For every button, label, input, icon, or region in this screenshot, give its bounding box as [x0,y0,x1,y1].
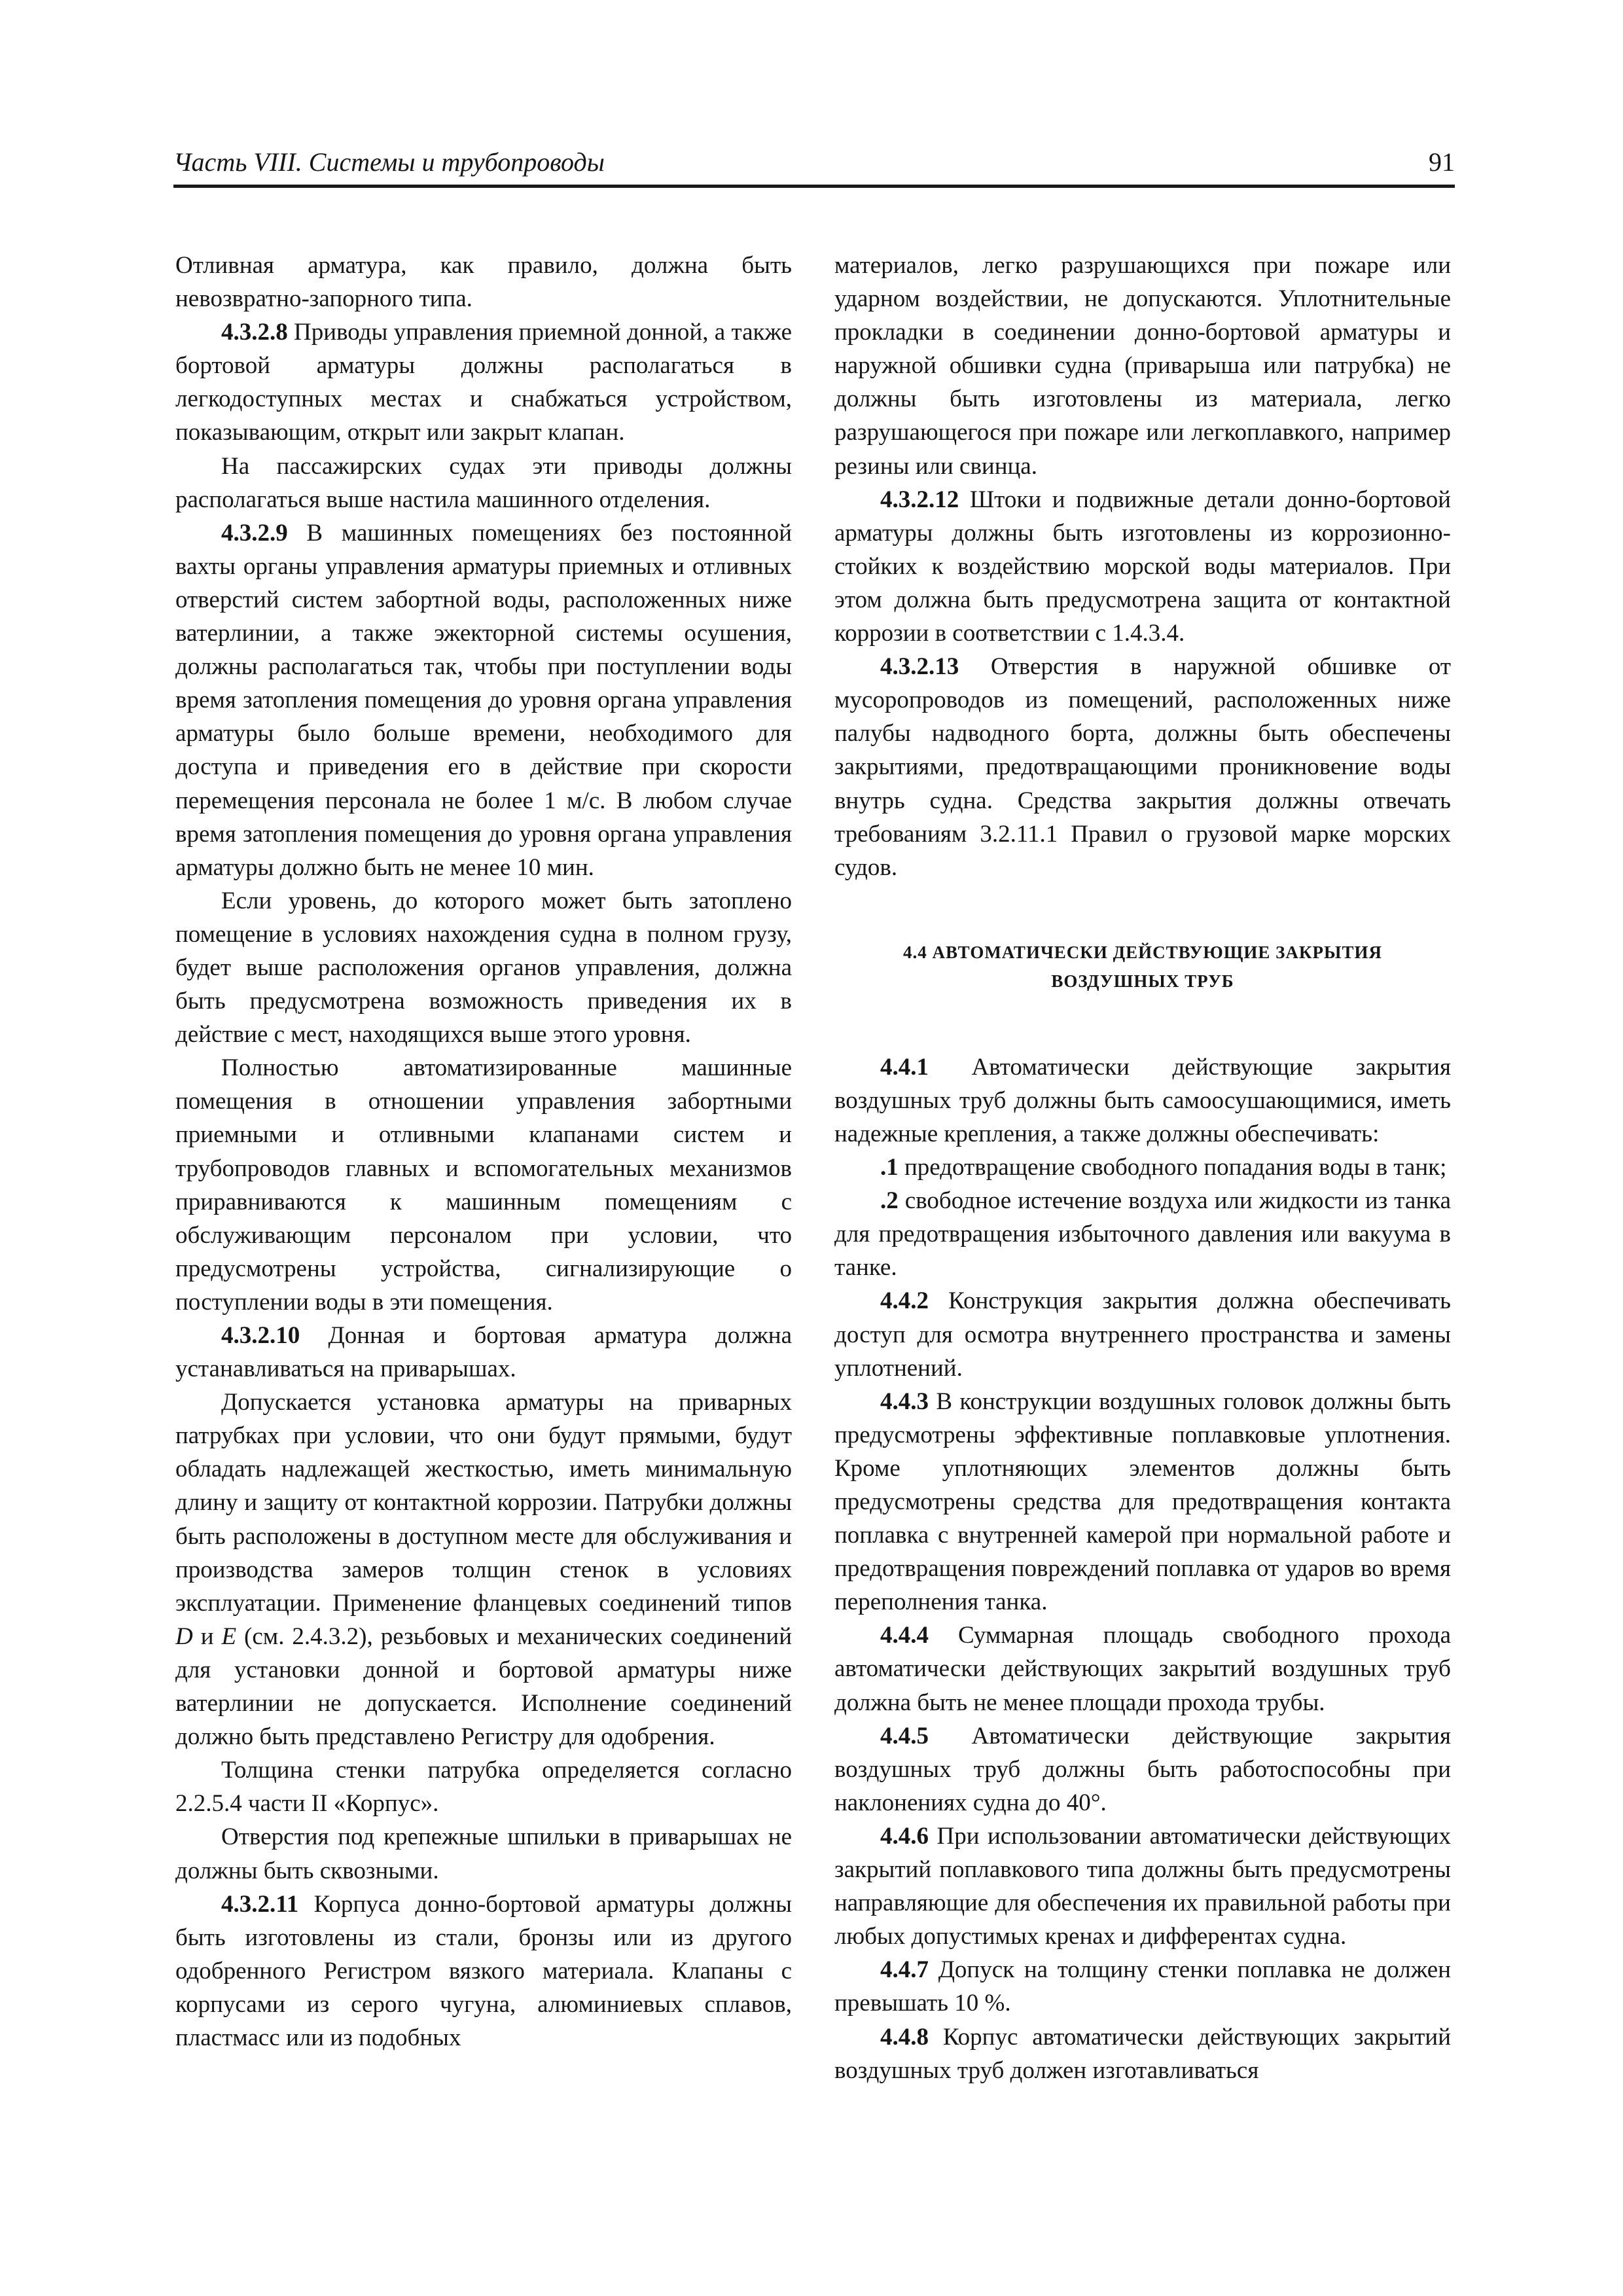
paragraph-4-4-3: 4.4.3 В конструкции воздушных головок должны быть предусмотрены эффективные поплавковые уплотнения. Кроме уплотняющих элементов должны быть предусмотрены средства для предотвращения контакта поплавка с внутренней камерой при нормальной работе и предотвращения повреждений поплавка от ударов во время переполнения танка. [834,1388,1451,1616]
paragraph-4-4-8: 4.4.8 Корпус автоматически действующих закрытий воздушных труб должен изготавливаться [834,2023,1451,2084]
paragraph-4-4-5: 4.4.5 Автоматически действующие закрытия воздушных труб должны быть работоспособны при наклонениях судна до 40°. [834,1722,1451,1816]
clause-number: 4.4.5 [880,1722,929,1749]
clause-number: 4.4.7 [880,1956,929,1984]
paragraph-4-3-2-10: 4.3.2.10 Донная и бортовая арматура должна устанавливаться на приварышах. [175,1322,792,1383]
paragraph-4-3-2-9: 4.3.2.9 В машинных помещениях без постоянной вахты органы управления арматуры приемных и отливных отверстий систем забортной воды, расположенных ниже ватерлинии, а также эжекторной системы осушения, должны располагаться так, чтобы при поступлении воды время затопления помещения до уровня органа управления арматуры было больше времени, необходимого для доступа и приведения его в действие при скорости перемещения персонала не более 1 м/с. В любом случае время затопления помещения до уровня органа управления арматуры должно быть не менее 10 мин. [175,519,792,881]
clause-number: 4.3.2.12 [880,486,959,513]
clause-number: 4.3.2.9 [221,519,288,547]
clause-number: 4.4.2 [880,1287,929,1315]
paragraph: Если уровень, до которого может быть затоплено помещение в условиях нахождения судна в полном грузу, будет выше расположения органов управления, должна быть предусмотрена возможность приведения их в действие с мест, находящихся выше этого уровня. [175,887,792,1049]
clause-number: 4.4.3 [880,1388,929,1415]
section-heading-line: 4.4 АВТОМАТИЧЕСКИ ДЕЙСТВУЮЩИЕ ЗАКРЫТИЯ [903,942,1382,962]
paragraph-4-3-2-8: 4.3.2.8 Приводы управления приемной донной, а также бортовой арматуры должны располагаться в легкодоступных местах и снабжаться устройством, показывающим, открыт или закрыт клапан. [175,319,792,446]
clause-number: 4.4.4 [880,1622,929,1649]
section-heading-line: ВОЗДУШНЫХ ТРУБ [1051,971,1234,991]
paragraph-4-3-2-12: 4.3.2.12 Штоки и подвижные детали донно-бортовой арматуры должны быть изготовлены из коррозионно-стойких к воздействию морской воды материалов. При этом должна быть предусмотрена защита от контактной коррозии в соответствии с 1.4.3.4. [834,486,1451,647]
running-title: Часть VIII. Системы и трубопроводы [173,147,605,177]
paragraph: материалов, легко разрушающихся при пожаре или ударном воздействии, не допускаются. Уплотнительные прокладки в соединении донно-бортовой арматуры и наружной обшивки судна (приварыша или патрубка) не должны быть изготовлены из материала, легко разрушающегося при пожаре или легкоплавкого, например резины или свинца. [834,252,1451,480]
paragraph-4-4-1: 4.4.1 Автоматически действующие закрытия воздушных труб должны быть самоосушающимися, иметь надежные крепления, а также должны обеспечивать: [834,1053,1451,1147]
list-item-1: .1 предотвращение свободного попадания воды в танк; [880,1154,1447,1181]
list-item-2: .2 свободное истечение воздуха или жидкости из танка для предотвращения избыточного давления или вакуума в танке. [834,1187,1451,1282]
paragraph-4-4-7: 4.4.7 Допуск на толщину стенки поплавка не должен превышать 10 %. [834,1956,1451,2017]
clause-number: 4.3.2.11 [221,1890,299,1918]
section-heading-4-4 [834,938,1451,996]
paragraph: Толщина стенки патрубка определяется согласно 2.2.5.4 части II «Корпус». [175,1757,792,1818]
item-number: .1 [880,1154,899,1181]
clause-number: 4.3.2.13 [880,653,959,681]
clause-number: 4.3.2.10 [221,1322,300,1349]
right-column [834,249,1451,2094]
page-number: 91 [1429,147,1455,177]
item-number: .2 [880,1187,899,1215]
paragraph: Отливная арматура, как правило, должна быть невозвратно-запорного типа. [175,252,792,313]
paragraph: Полностью автоматизированные машинные помещения в отношении управления забортными приемными и отливными клапанами систем и трубопроводов главных и вспомогательных механизмов приравниваются к машинным помещениям с обслуживающим персоналом при условии, что предусмотрены устройства, сигнализирующие о поступлении воды в эти помещения. [175,1054,792,1316]
clause-number: 4.3.2.8 [221,319,288,346]
paragraph-4-3-2-13: 4.3.2.13 Отверстия в наружной обшивке от мусоропроводов из помещений, расположенных ниже палубы надводного борта, должны быть обеспечены закрытиями, предотвращающими проникновение воды внутрь судна. Средства закрытия должны отвечать требованиям 3.2.11.1 Правил о грузовой марке морских судов. [834,653,1451,881]
clause-number: 4.4.6 [880,1822,929,1850]
clause-number: 4.4.1 [880,1053,929,1081]
left-column [175,249,792,2094]
paragraph-4-4-6: 4.4.6 При использовании автоматически действующих закрытий поплавкового типа должны быть предусмотрены направляющие для обеспечения их правильной работы при любых допустимых кренах и дифферентах судна. [834,1822,1451,1950]
paragraph-4-4-4: 4.4.4 Суммарная площадь свободного прохода автоматически действующих закрытий воздушных труб должна быть не менее площади прохода трубы. [834,1622,1451,1716]
paragraph: Допускается установка арматуры на приварных патрубках при условии, что они будут прямыми, будут обладать надлежащей жесткостью, иметь минимальную длину и защиту от контактной коррозии. Патрубки должны быть расположены в доступном месте для обслуживания и производства замеров толщин стенок в условиях эксплуатации. Применение фланцевых соединений типов D и E (см. 2.4.3.2), резьбовых и механических соединений для установки донной и бортовой арматуры ниже ватерлинии не допускается. Исполнение соединений должно быть представлено Регистру для одобрения. [175,1389,792,1751]
paragraph-4-4-2: 4.4.2 Конструкция закрытия должна обеспечивать доступ для осмотра внутреннего пространства и замены уплотнений. [834,1287,1451,1382]
paragraph-4-3-2-11: 4.3.2.11 Корпуса донно-бортовой арматуры должны быть изготовлены из стали, бронзы или из другого одобренного Регистром вязкого материала. Клапаны с корпусами из серого чугуна, алюминиевых сплавов, пластмасс или из подобных [175,1890,792,2051]
paragraph: На пассажирских судах эти приводы должны располагаться выше настила машинного отделения. [175,452,792,513]
running-header [173,145,1455,188]
paragraph: Отверстия под крепежные шпильки в приварышах не должны быть сквозными. [175,1823,792,1884]
clause-number: 4.4.8 [880,2023,929,2051]
